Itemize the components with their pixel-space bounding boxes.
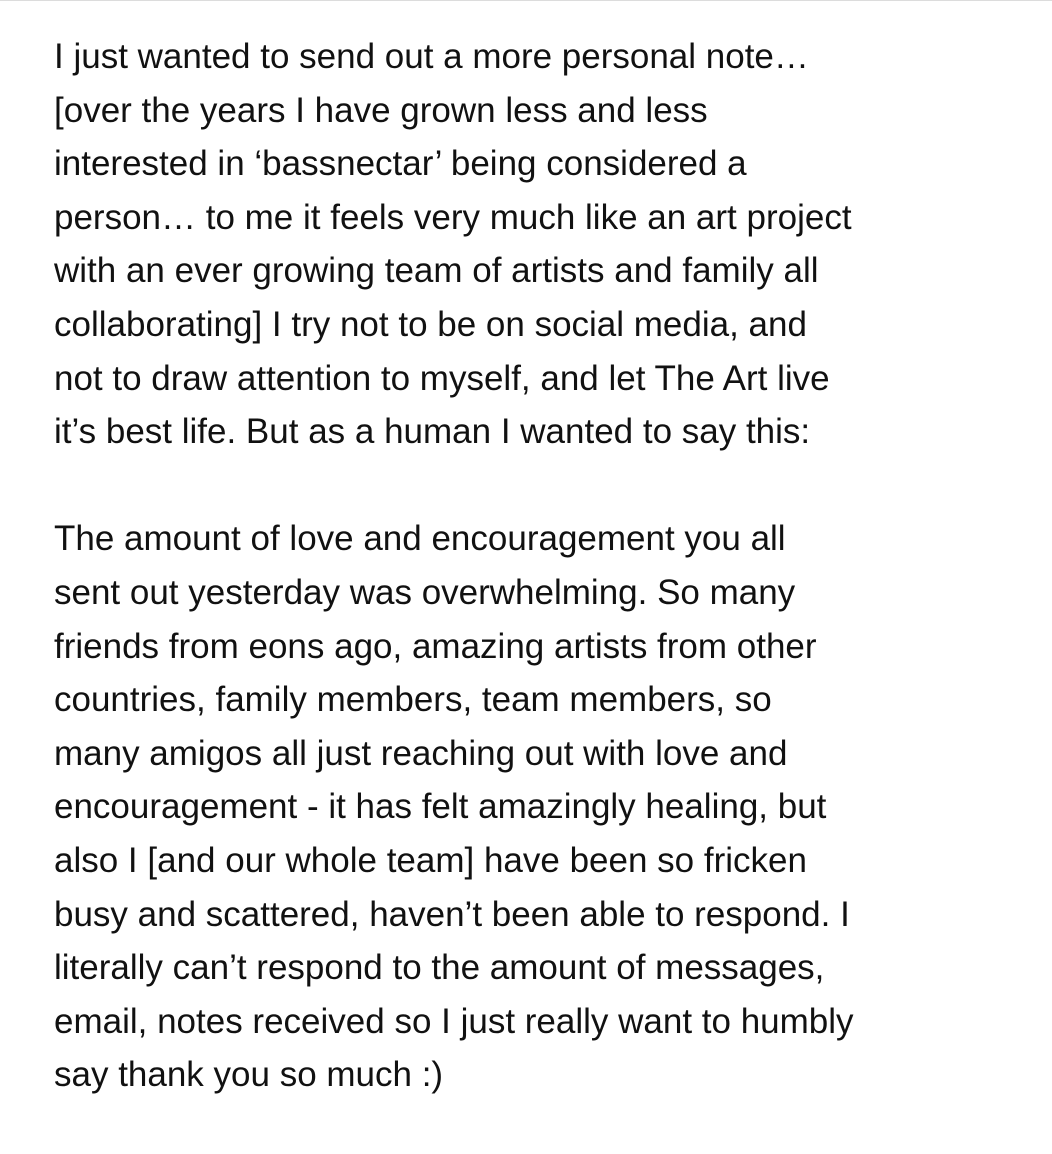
text-line: also I [and our whole team] have been so fricken bbox=[54, 840, 807, 880]
text-line: literally can’t respond to the amount of messages, bbox=[54, 948, 825, 988]
text-line: say thank you so much :) bbox=[54, 1055, 444, 1095]
text-line: collaborating] I try not to be on social media, and bbox=[54, 304, 807, 344]
text-line: encouragement - it has felt amazingly healing, but bbox=[54, 787, 827, 827]
text-line: I just wanted to send out a more personal note… bbox=[54, 37, 809, 76]
paragraph-2 bbox=[54, 512, 1034, 1102]
text-line: it’s best life. But as a human I wanted to say this: bbox=[54, 412, 811, 452]
text-line: friends from eons ago, amazing artists from other bbox=[54, 626, 817, 666]
text-line: email, notes received so I just really want to humbly bbox=[54, 1001, 854, 1041]
paragraph-1 bbox=[54, 30, 1034, 459]
text-line: [over the years I have grown less and less bbox=[54, 90, 708, 130]
text-line: sent out yesterday was overwhelming. So many bbox=[54, 572, 796, 612]
text-line: interested in ‘bassnectar’ being considered a bbox=[54, 144, 747, 184]
text-line: many amigos all just reaching out with love and bbox=[54, 733, 788, 773]
text-line: countries, family members, team members, so bbox=[54, 680, 772, 720]
text-line: not to draw attention to myself, and let The Art live bbox=[54, 358, 830, 398]
top-divider bbox=[0, 0, 1052, 1]
paragraph-gap bbox=[54, 459, 1034, 513]
note-text bbox=[54, 30, 1034, 1102]
text-line: with an ever growing team of artists and family all bbox=[54, 251, 819, 291]
text-line: person… to me it feels very much like an art project bbox=[54, 197, 852, 237]
text-line: busy and scattered, haven’t been able to respond. I bbox=[54, 894, 850, 934]
text-line: The amount of love and encouragement you all bbox=[54, 519, 786, 559]
